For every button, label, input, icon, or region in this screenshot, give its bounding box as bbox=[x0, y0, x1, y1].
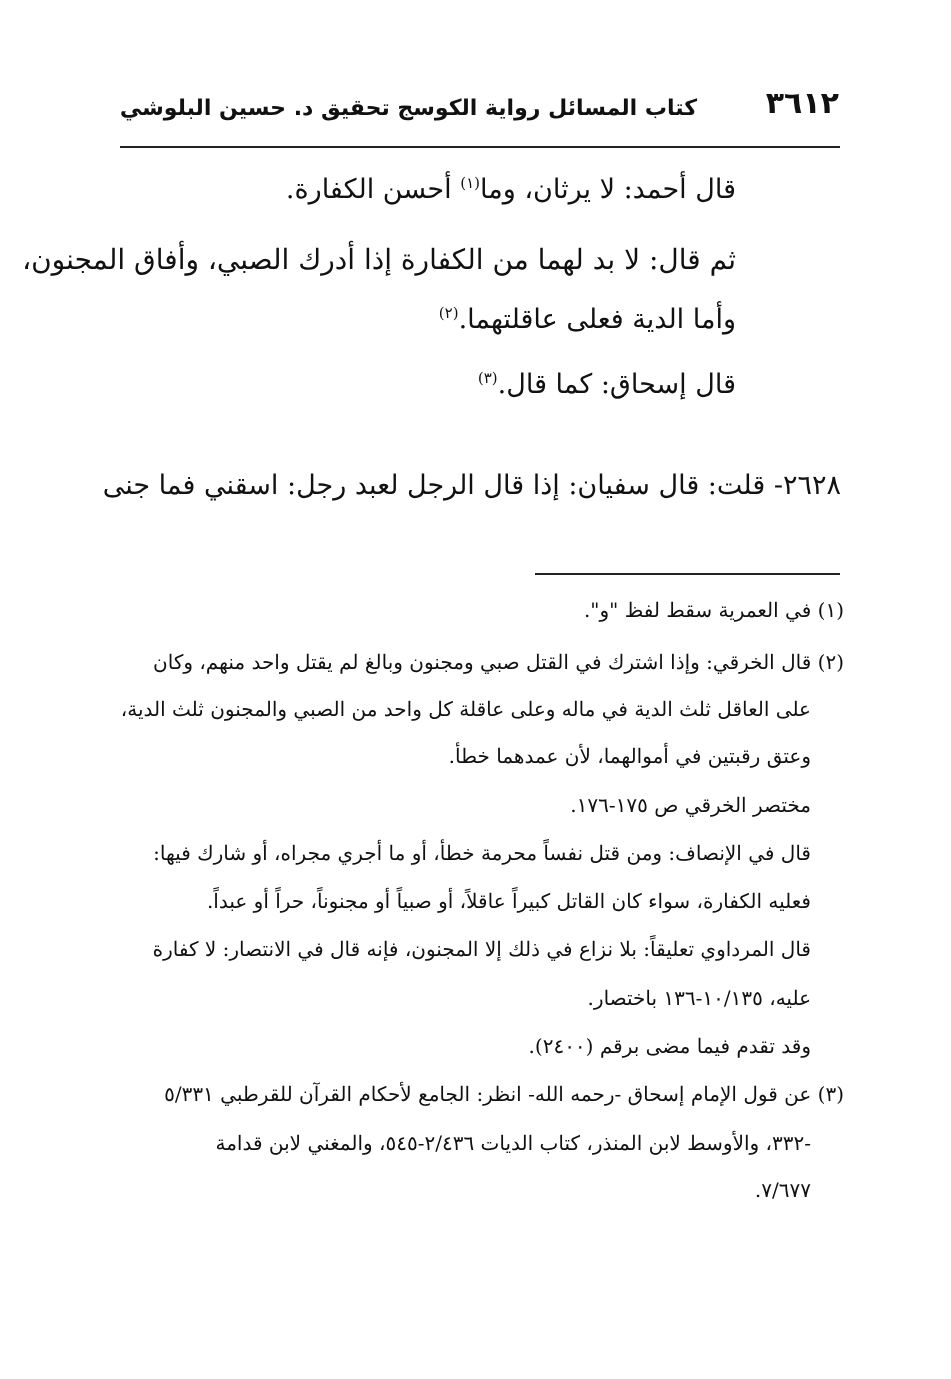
main-line-4 bbox=[478, 371, 736, 398]
main-line-1-cont: أحسن الكفارة. bbox=[285, 174, 452, 205]
footnote-3-line-1: (٣) عن قول الإمام إسحاق -رحمه الله- انظر: الجامع لأحكام القرآن للقرطبي ٥/٣٣١ bbox=[164, 1082, 844, 1106]
footnote-2-source: مختصر الخرقي ص ١٧٥-١٧٦. bbox=[570, 793, 811, 817]
footnote-marker-3: (٣) bbox=[477, 369, 498, 387]
header-divider bbox=[120, 146, 840, 148]
main-line-3 bbox=[439, 306, 736, 333]
main-line-1-text: قال أحمد: لا يرثان، وما bbox=[480, 174, 736, 205]
footnote-2-mardawi-2: عليه، ١٠/١٣٥-١٣٦ باختصار. bbox=[587, 986, 811, 1010]
footnote-2-line-3: وعتق رقبتين في أموالهما، لأن عمدهما خطأ. bbox=[448, 744, 811, 768]
footnote-3-line-2: -٣٣٢، والأوسط لابن المنذر، كتاب الديات ٢/٤٣٦-٥٤٥، والمغني لابن قدامة bbox=[215, 1131, 811, 1155]
main-line-3-text: وأما الدية فعلى عاقلتهما. bbox=[458, 304, 736, 335]
main-line-4-text: قال إسحاق: كما قال. bbox=[497, 369, 736, 400]
running-title: كتاب المسائل رواية الكوسج تحقيق د. حسين البلوشي bbox=[119, 96, 697, 121]
footnote-divider bbox=[535, 573, 840, 575]
footnote-1: (١) في العمرية سقط لفظ "و". bbox=[583, 598, 844, 622]
footnote-marker-1: (١) bbox=[460, 174, 481, 192]
paragraph-2628: ٢٦٢٨- قلت: قال سفيان: إذا قال الرجل لعبد رجل: اسقني فما جنى bbox=[102, 470, 841, 501]
page-header bbox=[119, 86, 839, 136]
footnote-2-line-2: على العاقل ثلث الدية في ماله وعلى عاقلة كل واحد من الصبي والمجنون ثلث الدية، bbox=[120, 697, 811, 721]
footnote-marker-2: (٢) bbox=[438, 304, 459, 322]
footnote-2-insaf-1: قال في الإنصاف: ومن قتل نفساً محرمة خطأ، أو ما أجري مجراه، أو شارك فيها: bbox=[153, 841, 811, 865]
footnote-2-insaf-2: فعليه الكفارة، سواء كان القاتل كبيراً عاقلاً، أو صبياً أو مجنوناً، حراً أو عبداً. bbox=[206, 889, 811, 913]
footnote-2-crossref: وقد تقدم فيما مضى برقم (٢٤٠٠). bbox=[528, 1034, 811, 1058]
main-line-1 bbox=[286, 176, 736, 203]
main-line-2: ثم قال: لا بد لهما من الكفارة إذا أدرك الصبي، وأفاق المجنون، bbox=[22, 243, 736, 276]
footnote-2-mardawi-1: قال المرداوي تعليقاً: بلا نزاع في ذلك إلا المجنون، فإنه قال في الانتصار: لا كفارة bbox=[152, 937, 811, 961]
footnote-2-line-1: (٢) قال الخرقي: وإذا اشترك في القتل صبي ومجنون وبالغ لم يقتل واحد منهم، وكان bbox=[153, 650, 844, 674]
page-number: ٣٦١٢ bbox=[765, 86, 839, 121]
footnote-3-line-3: ٧/٦٧٧. bbox=[754, 1178, 811, 1202]
